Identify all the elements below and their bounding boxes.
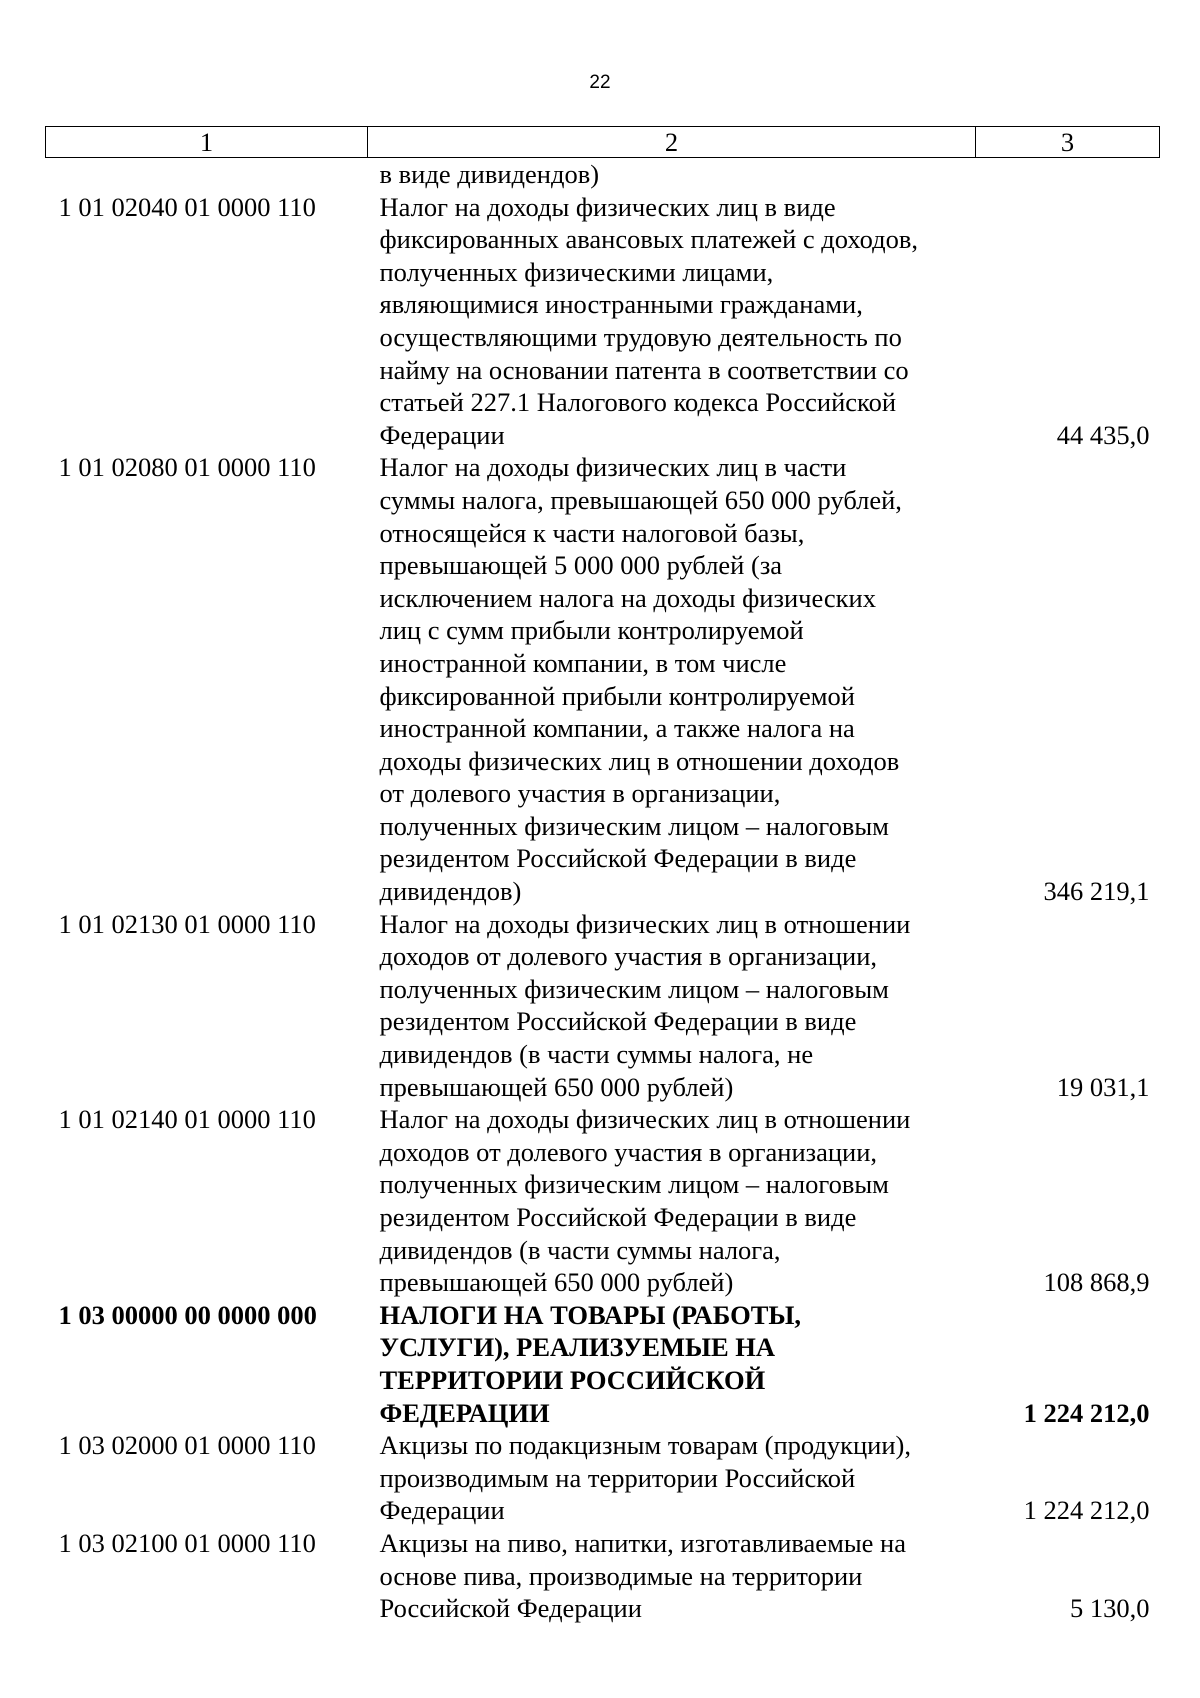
- revenue-name-line: резидентом Российской Федерации в виде: [379, 843, 857, 874]
- revenue-name-line: осуществляющими трудовую деятельность по: [379, 321, 902, 352]
- revenue-name-line: относящейся к части налоговой базы,: [379, 517, 805, 548]
- revenue-name-line: производимым на территории Российской: [379, 1462, 856, 1493]
- revenue-name-line: полученных физическими лицами,: [379, 256, 774, 287]
- revenue-name-line: Федерации: [379, 419, 505, 450]
- column-header-3: 3: [976, 127, 1160, 158]
- revenue-name-line: резидентом Российской Федерации в виде: [379, 1202, 857, 1232]
- revenue-name: [368, 158, 976, 191]
- revenue-name-line: Федерации: [379, 1495, 505, 1526]
- revenue-name-line: Налог на доходы физических лиц в части: [379, 452, 847, 483]
- budget-classification-code: 1 03 02000 01 0000 110: [58, 1430, 316, 1461]
- table-row: [46, 158, 1160, 191]
- amount-value: [976, 158, 1160, 191]
- revenue-name-line: суммы налога, превышающей 650 000 рублей,: [379, 484, 902, 515]
- revenue-name: [368, 1429, 976, 1527]
- revenue-name-line: от долевого участия в организации,: [379, 778, 781, 809]
- revenue-name-line: иностранной компании, а также налога на: [379, 713, 855, 744]
- revenue-name-line: резидентом Российской Федерации в виде: [379, 1006, 857, 1037]
- budget-classification-code: 1 01 02130 01 0000 110: [58, 908, 316, 939]
- revenue-name-line: фиксированных авансовых платежей с доходов,: [379, 224, 918, 255]
- revenue-name: [368, 191, 976, 452]
- revenue-name-line: дивидендов (в части суммы налога,: [379, 1234, 781, 1265]
- budget-revenue-table: [45, 126, 1160, 1625]
- table-row: [46, 1527, 1160, 1625]
- revenue-name-line: найму на основании патента в соответствии со: [379, 354, 909, 385]
- table-row: [46, 191, 1160, 452]
- amount-value: 346 219,1: [1043, 876, 1150, 907]
- revenue-name-line: доходы физических лиц в отношении доходов: [379, 745, 900, 776]
- amount-value: 44 435,0: [1056, 419, 1150, 450]
- amount-value: 1 224 212,0: [1023, 1495, 1150, 1526]
- revenue-name-line: превышающей 650 000 рублей): [379, 1267, 734, 1298]
- budget-classification-code: [46, 158, 368, 191]
- revenue-name-line: доходов от долевого участия в организации,: [379, 1136, 878, 1167]
- table-row: [46, 908, 1160, 1104]
- column-header-1: 1: [46, 127, 368, 158]
- revenue-name-line: Российской Федерации: [379, 1593, 642, 1624]
- revenue-name-line: Акцизы на пиво, напитки, изготавливаемые на: [379, 1527, 906, 1558]
- budget-classification-code: 1 03 00000 00 0000 000: [58, 1299, 317, 1330]
- revenue-name-line: ТЕРРИТОРИИ РОССИЙСКОЙ: [379, 1364, 766, 1395]
- table-row: [46, 451, 1160, 907]
- revenue-name: [368, 1103, 976, 1299]
- table-row: [46, 1429, 1160, 1527]
- revenue-name-line: Налог на доходы физических лиц в отношении: [379, 908, 911, 939]
- budget-classification-code: 1 01 02040 01 0000 110: [58, 191, 316, 222]
- budget-classification-code: 1 03 02100 01 0000 110: [58, 1527, 316, 1558]
- revenue-name-line: превышающей 5 000 000 рублей (за: [379, 550, 783, 581]
- revenue-name-line: Налог на доходы физических лиц в отношении: [379, 1104, 911, 1135]
- revenue-name-line: полученных физическим лицом – налоговым: [379, 1169, 889, 1200]
- revenue-name-line: являющимися иностранными гражданами,: [379, 289, 863, 320]
- revenue-name-line: превышающей 650 000 рублей): [379, 1071, 734, 1102]
- revenue-name-line: в виде дивидендов): [379, 159, 600, 189]
- column-header-2: 2: [368, 127, 976, 158]
- amount-value: 19 031,1: [1056, 1071, 1150, 1102]
- revenue-name-line: исключением налога на доходы физических: [379, 582, 876, 613]
- table-header: [46, 127, 1160, 158]
- revenue-name-line: Акцизы по подакцизным товарам (продукции),: [379, 1430, 911, 1461]
- revenue-name-line: фиксированной прибыли контролируемой: [379, 680, 855, 711]
- revenue-name-line: доходов от долевого участия в организации,: [379, 941, 878, 972]
- revenue-name: [368, 908, 976, 1104]
- budget-classification-code: 1 01 02140 01 0000 110: [58, 1104, 316, 1135]
- revenue-name-line: Налог на доходы физических лиц в виде: [379, 191, 836, 222]
- table-row: [46, 1103, 1160, 1299]
- revenue-name-line: иностранной компании, в том числе: [379, 647, 787, 678]
- amount-value: 108 868,9: [1043, 1267, 1150, 1298]
- revenue-name-line: ФЕДЕРАЦИИ: [379, 1397, 550, 1428]
- revenue-name-line: статьей 227.1 Налогового кодекса Российской: [379, 387, 897, 418]
- revenue-name-line: полученных физическим лицом – налоговым: [379, 810, 889, 841]
- revenue-name-line: дивидендов (в части суммы налога, не: [379, 1039, 814, 1070]
- revenue-name: [368, 1299, 976, 1429]
- revenue-name-line: основе пива, производимые на территории: [379, 1560, 863, 1591]
- revenue-name: [368, 1527, 976, 1625]
- revenue-name-line: лиц с сумм прибыли контролируемой: [379, 615, 804, 646]
- revenue-name-line: НАЛОГИ НА ТОВАРЫ (РАБОТЫ,: [379, 1299, 802, 1330]
- revenue-name-line: УСЛУГИ), РЕАЛИЗУЕМЫЕ НА: [379, 1332, 776, 1363]
- revenue-name: [368, 451, 976, 907]
- revenue-name-line: дивидендов): [379, 876, 522, 907]
- budget-classification-code: 1 01 02080 01 0000 110: [58, 452, 316, 483]
- amount-value: 5 130,0: [1070, 1593, 1150, 1624]
- amount-value: 1 224 212,0: [1023, 1397, 1150, 1428]
- revenue-name-line: полученных физическим лицом – налоговым: [379, 973, 889, 1004]
- page-number: 22: [589, 72, 611, 93]
- table-body: [46, 158, 1160, 1625]
- table-row: [46, 1299, 1160, 1429]
